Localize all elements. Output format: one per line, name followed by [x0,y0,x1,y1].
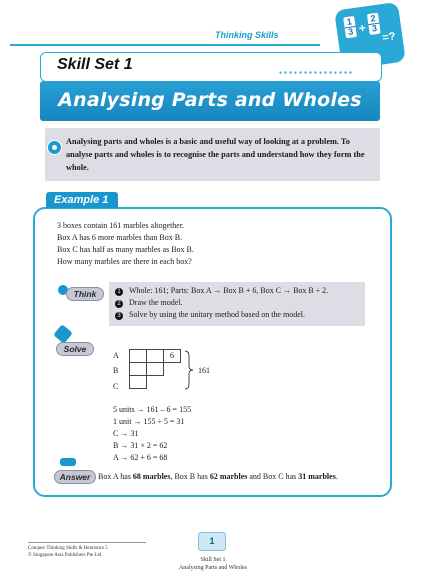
answer-box-a: 68 marbles [132,472,171,481]
page-number: 1 [198,532,226,551]
skill-set-title: Skill Set 1 [57,56,133,73]
model-unit [146,349,164,363]
dotted-decoration [278,71,353,74]
answer-box-b: 62 marbles [209,472,248,481]
think-label: Think [66,287,104,301]
bullet-circle-icon [47,140,62,155]
model-total: 161 [198,366,210,375]
footer-book-title: Conquer Thinking Skills & Heuristics 5 [28,546,108,551]
intro-text: Analysing parts and wholes is a basic and useful way of looking at a problem. To analyse parts and wholes is to recognise the parts and understand how they form the whole. [66,137,365,172]
problem-line: Box C has half as many marbles as Box B. [57,245,194,254]
model-label-c: C [113,382,119,391]
problem-text [57,220,194,268]
problem-line: Box A has 6 more marbles than Box B. [57,233,183,242]
step-number: 1 [115,288,123,296]
logo-frac1-num: 1 [346,16,353,28]
working-line: C → 31 [113,429,139,438]
logo-frac1-den: 3 [345,26,357,37]
answer-part: , Box B has [170,472,210,481]
model-extra-label: 6 [170,351,174,360]
step-number: 3 [115,312,123,320]
answer-part: and Box C has [247,472,299,481]
model-unit [129,349,147,363]
working-line: 1 unit → 155 ÷ 5 = 31 [113,417,185,426]
model-label-b: B [113,366,119,375]
answer-text [98,471,338,483]
answer-part: . [335,472,338,481]
step-number: 2 [115,300,123,308]
page-title: Analysing Parts and Wholes [58,89,362,111]
working-line: A → 62 + 6 = 68 [113,453,168,462]
footer-section-title: Analysing Parts and Wholes [178,565,248,571]
mortarboard-icon [60,458,76,466]
step-text: Solve by using the unitary method based on the model. [129,310,305,319]
logo-frac2-num: 2 [369,13,377,24]
logo-plus: + [357,20,367,36]
logo-equals: =? [381,30,397,45]
working-line: B → 31 × 2 = 62 [113,441,168,450]
solve-label: Solve [56,342,94,356]
footer-copyright: © Singapore Asia Publishers Pte Ltd [28,553,102,558]
footer-section-number: Skill Set 1 [200,557,226,563]
think-step [115,309,305,321]
model-unit [129,362,147,376]
step-text: Whole: 161; Parts: Box A → Box B + 6, Box C → Box B ÷ 2. [129,286,329,295]
working-line: 5 units → 161 – 6 = 155 [113,405,192,414]
think-step [115,297,183,309]
example-label: Example 1 [46,192,118,208]
logo-frac2-den: 3 [368,23,380,34]
logo-fraction-one-third [343,16,357,38]
section-label: Thinking Skills [215,30,279,40]
answer-part: Box A has [98,472,133,481]
answer-label: Answer [54,470,96,484]
step-text: Draw the model. [129,298,183,307]
model-unit [129,375,147,389]
problem-line: 3 boxes contain 161 marbles altogether. [57,221,185,230]
working-lines [113,404,191,464]
model-brace [183,350,197,390]
footer-rule [28,542,146,543]
model-extra-cell [163,349,181,363]
think-step [115,285,328,297]
header-rule [10,44,320,46]
model-unit [146,362,164,376]
problem-line: How many marbles are there in each box? [57,257,192,266]
footer-section [150,556,276,572]
logo-fraction-two-thirds [367,13,381,35]
answer-box-c: 31 marbles [298,472,336,481]
model-label-a: A [113,351,119,360]
